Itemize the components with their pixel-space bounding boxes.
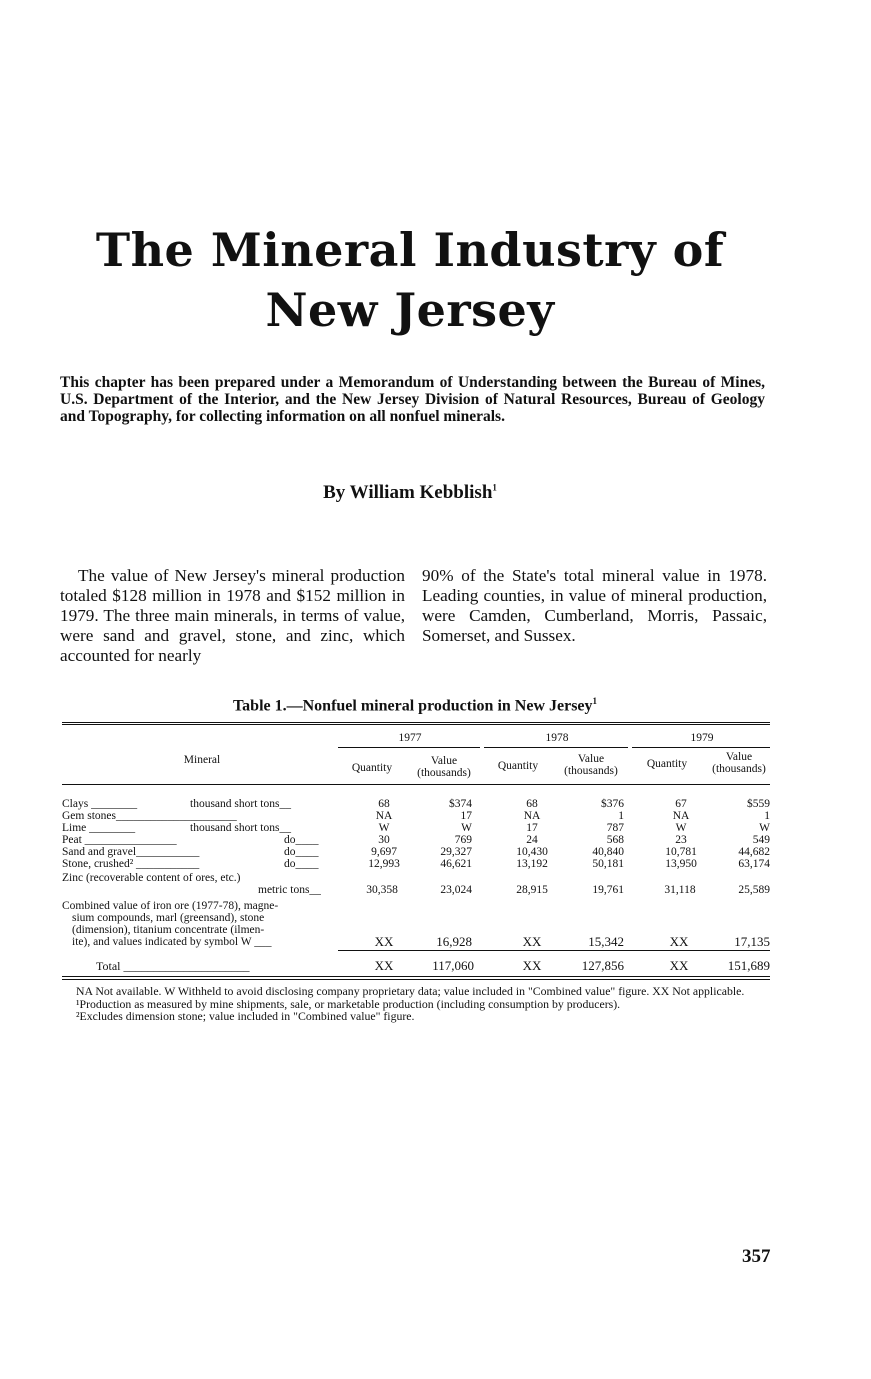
row-label: Zinc (recoverable content of ores, etc.) (62, 872, 241, 884)
year-rule-1977 (338, 747, 480, 748)
cell: XX (669, 958, 689, 973)
row-label: ite), and values indicated by symbol W ___ (72, 936, 272, 948)
page-number: 357 (742, 1246, 771, 1267)
header-value-1979 (702, 751, 776, 775)
body-text-left: The value of New Jersey's mineral production totaled $128 million in 1978 and $152 million in 1979. The three main minerals, in terms of value, were sand and gravel, stone, and zinc, which accounted for nearly (60, 566, 405, 665)
cell: 46,621 (440, 858, 472, 870)
cell: W (378, 822, 390, 834)
cell: 787 (606, 822, 624, 834)
header-value-label: Value (725, 751, 753, 763)
header-quantity-1979: Quantity (646, 758, 688, 770)
row-unit: metric tons__ (258, 884, 321, 896)
header-value-label: Value (430, 755, 458, 767)
cell: 127,856 (581, 958, 624, 973)
cell: NA (672, 810, 690, 822)
cell: 30,358 (366, 884, 398, 896)
row-label: Clays ________ (62, 798, 138, 810)
cell: 28,915 (516, 884, 548, 896)
cell: XX (374, 934, 394, 949)
cell: 23,024 (440, 884, 472, 896)
cell: $376 (601, 798, 624, 810)
cell: NA (523, 810, 541, 822)
row-label: Sand and gravel___________ (62, 846, 200, 858)
row-unit: do____ (284, 834, 319, 846)
byline (0, 482, 820, 504)
table-row-zinc (62, 884, 770, 896)
cell: 10,781 (665, 846, 697, 858)
table-caption-text: Table 1.—Nonfuel mineral production in New Jersey (232, 697, 593, 715)
row-unit: thousand short tons__ (190, 798, 291, 810)
table-row-total (62, 960, 770, 972)
header-quantity-1977: Quantity (351, 762, 393, 774)
body-column-left (60, 566, 405, 666)
year-rule-1978 (484, 747, 628, 748)
cell: 67 (675, 798, 687, 810)
table-top-rule-inner (62, 724, 770, 725)
table-row (62, 846, 770, 858)
cell: 19,761 (592, 884, 624, 896)
table-row (62, 810, 770, 822)
row-label: (dimension), titanium concentrate (ilmen- (72, 924, 265, 936)
row-label: Combined value of iron ore (1977-78), magne- (62, 900, 279, 912)
cell: 44,682 (738, 846, 770, 858)
row-unit: do____ (284, 858, 319, 870)
cell: 68 (526, 798, 538, 810)
cell: 25,589 (738, 884, 770, 896)
cell: $559 (747, 798, 770, 810)
subtotal-rule (338, 950, 770, 951)
table-row-combined-line (62, 912, 770, 924)
row-label: Peat ________________ (62, 834, 177, 846)
cell: 117,060 (432, 958, 474, 973)
table-row-zinc-label (62, 872, 770, 884)
year-rule-1979 (632, 747, 770, 748)
table-row (62, 834, 770, 846)
cell: $374 (449, 798, 472, 810)
title-line-2: New Jersey (265, 283, 555, 337)
footnote-2: ²Excludes dimension stone; value included in "Combined value" figure. (76, 1009, 415, 1023)
table-top-rule (62, 722, 770, 723)
header-bottom-rule (62, 784, 770, 785)
author: By William Kebblish (323, 482, 493, 503)
cell: 13,950 (665, 858, 697, 870)
row-label: Total _____________________ (96, 959, 250, 973)
cell: 12,993 (368, 858, 400, 870)
table-row-combined-line (62, 924, 770, 936)
table-caption (0, 696, 830, 715)
row-unit: do____ (284, 846, 319, 858)
cell: 30 (378, 834, 390, 846)
cell: XX (522, 958, 542, 973)
row-label: sium compounds, marl (greensand), stone (72, 912, 265, 924)
cell: 549 (752, 834, 770, 846)
table-notes (62, 985, 774, 1023)
title-line-1: The Mineral Industry of (95, 223, 725, 277)
cell: 769 (454, 834, 472, 846)
cell: XX (669, 934, 689, 949)
table-row (62, 822, 770, 834)
cell: 17 (460, 810, 472, 822)
table-bottom-rule-outer (62, 979, 770, 980)
header-year-1979: 1979 (690, 732, 714, 744)
cell: 568 (606, 834, 624, 846)
cell: 15,342 (588, 934, 624, 949)
note-abbreviations: NA Not available. W Withheld to avoid disclosing company proprietary data; value included in "Combined value" figure. XX Not applicable. (76, 984, 745, 998)
body-text-right: 90% of the State's total mineral value in 1978. Leading counties, in value of mineral production, were Camden, Cumberland, Morris, Passaic, Somerset, and Sussex. (422, 566, 767, 645)
cell: 1 (764, 810, 770, 822)
header-value-1977 (406, 755, 482, 779)
row-label: Gem stones_____________________ (62, 810, 237, 822)
cell: XX (522, 934, 542, 949)
cell: W (461, 822, 472, 834)
cell: NA (375, 810, 393, 822)
footnote-1: ¹Production as measured by mine shipments, sale, or marketable production (including consumption by producers). (76, 996, 621, 1011)
cell: 68 (378, 798, 390, 810)
cell: 151,689 (727, 958, 770, 973)
table-bottom-rule (62, 976, 770, 977)
cell: 17,135 (734, 934, 770, 949)
row-unit: thousand short tons__ (190, 822, 291, 834)
table-row (62, 798, 770, 810)
intro-paragraph: This chapter has been prepared under a Memorandum of Understanding between the Bureau of Mines, U.S. Department of the Interior, and the New Jersey Division of Natural Resources, Bureau of Geology and Topography, for collecting information on all nonfuel minerals. (60, 374, 765, 425)
header-value-unit: (thousands) (712, 763, 766, 775)
cell: 24 (526, 834, 538, 846)
header-quantity-1978: Quantity (497, 760, 539, 772)
cell: 31,118 (664, 884, 696, 896)
header-year-1977: 1977 (398, 732, 422, 744)
table-row-combined (62, 936, 770, 948)
header-value-1978 (552, 753, 630, 777)
header-value-unit: (thousands) (564, 765, 618, 777)
cell: 50,181 (592, 858, 624, 870)
cell: 23 (675, 834, 687, 846)
table-row (62, 858, 770, 870)
cell: W (675, 822, 687, 834)
header-year-1978: 1978 (545, 732, 569, 744)
row-label: Lime ________ (62, 822, 136, 834)
cell: W (759, 822, 770, 834)
page-title (60, 220, 760, 340)
header-mineral: Mineral (183, 754, 221, 766)
cell: 17 (526, 822, 538, 834)
table-caption-note: 1 (592, 696, 598, 706)
cell: 63,174 (738, 858, 770, 870)
header-value-label: Value (577, 753, 605, 765)
header-value-unit: (thousands) (417, 767, 471, 779)
body-column-right (422, 566, 767, 646)
row-label: Stone, crushed² ___________ (62, 858, 200, 870)
author-footnote-mark: 1 (492, 482, 497, 493)
cell: 9,697 (371, 846, 397, 858)
cell: 1 (618, 810, 624, 822)
cell: XX (374, 958, 394, 973)
cell: 29,327 (440, 846, 472, 858)
table-row-combined-line (62, 900, 770, 912)
cell: 13,192 (516, 858, 548, 870)
cell: 16,928 (436, 934, 472, 949)
cell: 40,840 (592, 846, 624, 858)
cell: 10,430 (516, 846, 548, 858)
